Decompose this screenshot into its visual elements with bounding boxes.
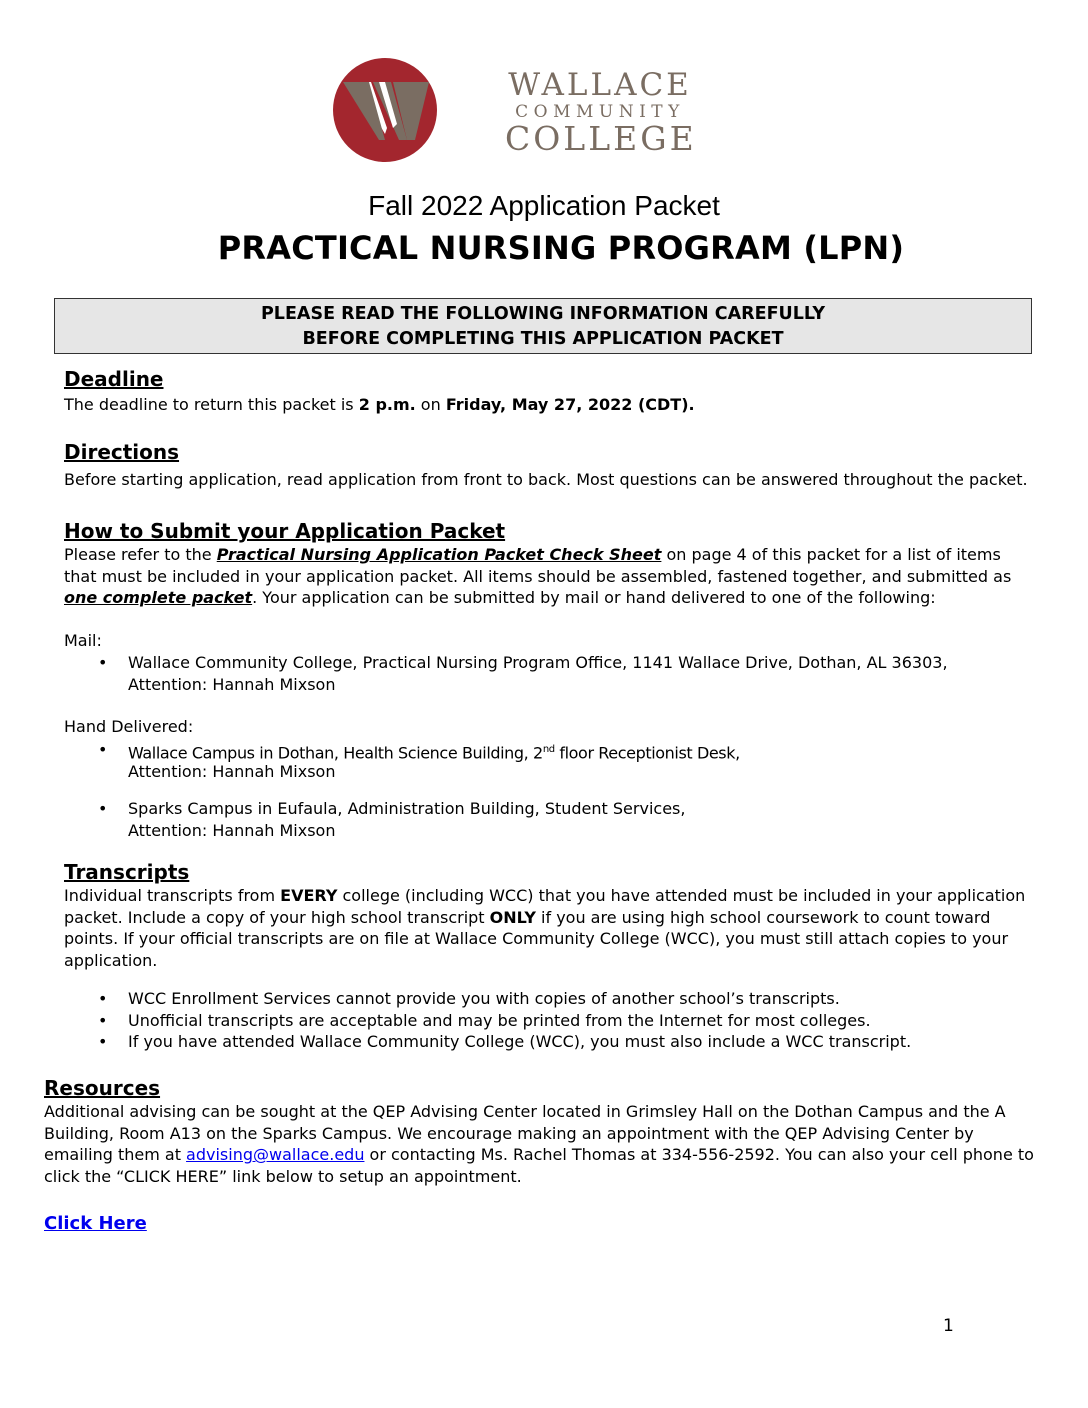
bullet-icon: • [98,989,108,1008]
advising-email-link[interactable]: advising@wallace.edu [186,1145,365,1165]
resources-line4: click the “CLICK HERE” link below to setup an appointment. [44,1166,522,1186]
transcripts-paragraph [64,885,1034,971]
hand-item1-a: Wallace Campus in Dothan, Health Science Building, 2 [128,743,543,763]
transcripts-every: EVERY [280,886,338,905]
bullet-icon: • [98,799,108,818]
resources-line1: Additional advising can be sought at the QEP Advising Center located in Grimsley Hall on the Dothan Campus and the A [44,1102,1006,1121]
check-sheet-reference: Practical Nursing Application Packet Check Sheet [216,545,662,564]
hand-item-sparks-line1: Sparks Campus in Eufaula, Administration Building, Student Services, [128,799,686,818]
resources-line3b: or contacting Ms. Rachel Thomas at 334-556-2592. You can also your cell phone to [364,1145,1034,1165]
submit-text-a: Please refer to the [64,545,217,564]
bullet-icon: • [98,740,108,759]
click-here-link[interactable]: Click Here [44,1213,147,1234]
hand-delivered-label: Hand Delivered: [64,717,194,736]
one-complete-packet: one complete packet [64,588,253,608]
logo-line-2: COMMUNITY [515,102,685,122]
bullet-icon: • [98,653,108,672]
logo-wordmark [505,68,695,156]
deadline-heading: Deadline [64,367,164,391]
deadline-text-b: on [415,395,446,414]
submit-paragraph [64,544,1034,609]
transcripts-t3: points. If your official transcripts are on file at Wallace Community College (WCC), you must still attach copies to your [64,929,1009,949]
deadline-date: Friday, May 27, 2022 (CDT). [445,395,695,414]
notice-line-1: PLEASE READ THE FOLLOWING INFORMATION CAREFULLY [260,304,825,324]
notice-line-2: BEFORE COMPLETING THIS APPLICATION PACKET [302,329,784,349]
submit-text-line2: that must be included in your application packet. All items should be assembled, fastened together, and submitted as [64,566,1012,586]
logo-line-3: COLLEGE [505,119,697,158]
transcripts-t2b: if you are using high school coursework to count toward [535,907,991,927]
logo-line-1: WALLACE [508,67,692,103]
directions-heading: Directions [64,440,180,464]
bullet-icon: • [98,1032,108,1051]
deadline-time: 2 p.m. [358,395,416,414]
transcripts-t4: application. [64,950,158,970]
deadline-text-a: The deadline to return this packet is [64,395,359,414]
bullet-icon: • [98,1011,108,1030]
mail-item-line2: Attention: Hannah Mixson [128,675,336,694]
page-number: 1 [943,1316,954,1336]
directions-text: Before starting application, read application from front to back. Most questions can be answered throughout the packet. [64,470,1028,489]
notice-box [54,298,1032,354]
resources-line2: Building, Room A13 on the Sparks Campus. We encourage making an appointment with the QEP Advising Center by [44,1123,974,1143]
transcripts-t2a: packet. Include a copy of your high school transcript [64,907,490,927]
transcripts-only: ONLY [489,907,536,927]
program-title: PRACTICAL NURSING PROGRAM (LPN) [217,229,905,267]
mail-label: Mail: [64,631,102,650]
hand-item-sparks-line2: Attention: Hannah Mixson [128,821,336,840]
transcripts-bullet-text: WCC Enrollment Services cannot provide you with copies of another school’s transcripts. [128,989,840,1008]
transcripts-bullet-text: Unofficial transcripts are acceptable and may be printed from the Internet for most colleges. [128,1011,871,1030]
mail-item-line1: Wallace Community College, Practical Nursing Program Office, 1141 Wallace Drive, Dothan, AL 36303, [128,653,948,672]
wallace-w-logo-icon [333,58,437,162]
transcripts-bullet-text: If you have attended Wallace Community College (WCC), you must also include a WCC transcript. [128,1032,912,1051]
transcripts-heading: Transcripts [64,860,190,884]
hand-item-wallace-line2: Attention: Hannah Mixson [128,762,336,781]
submit-text-c: . Your application can be submitted by mail or hand delivered to one of the following: [252,588,936,608]
college-logo [333,58,695,162]
deadline-text [64,394,695,416]
resources-heading: Resources [44,1076,161,1100]
hand-item1-sup: nd [542,744,555,755]
submit-heading: How to Submit your Application Packet [64,519,506,543]
transcripts-t1b: college (including WCC) that you have attended must be included in your application [337,886,1026,905]
transcripts-t1a: Individual transcripts from [64,886,281,905]
resources-paragraph [44,1101,1044,1187]
resources-line3a: emailing them at [44,1145,187,1165]
packet-title: Fall 2022 Application Packet [368,190,720,221]
submit-text-b: on page 4 of this packet for a list of items [661,545,1001,564]
hand-item1-b: floor Receptionist Desk, [554,743,740,763]
